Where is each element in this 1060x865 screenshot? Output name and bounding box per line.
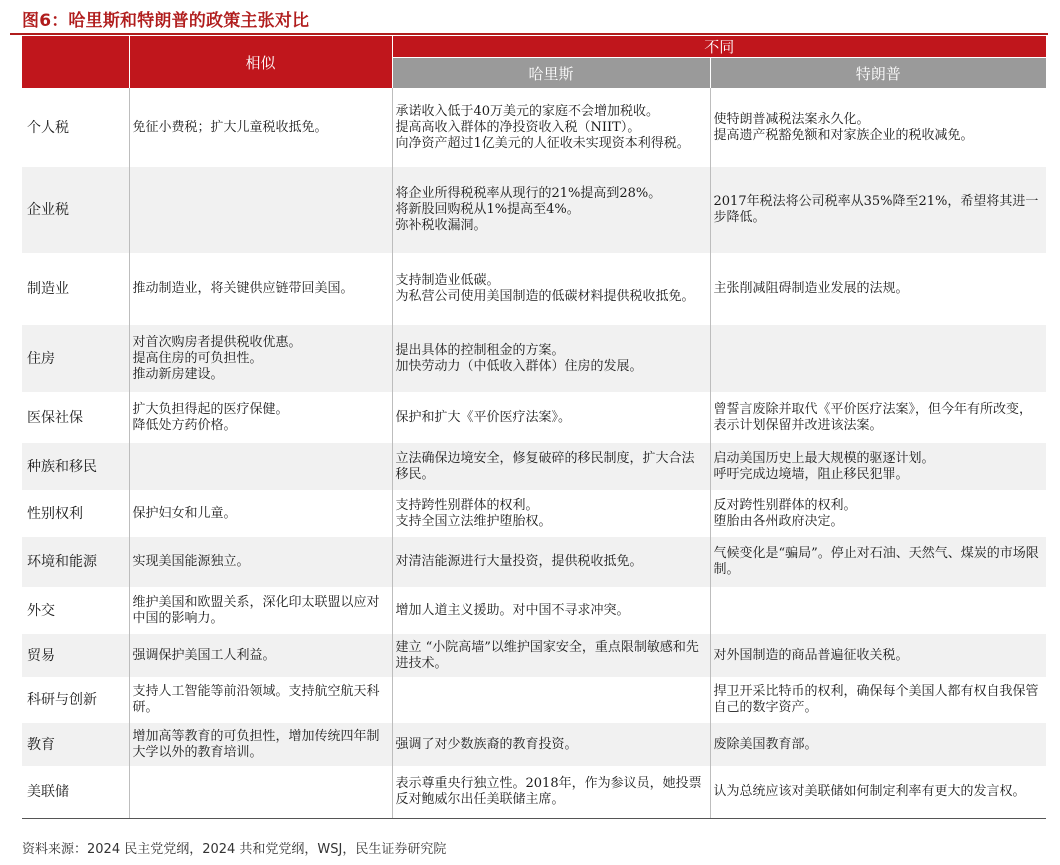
table-row <box>22 167 1046 253</box>
cell-text: 认为总统应该对美联储如何制定利率有更大的发言权。 <box>713 783 1026 799</box>
cell-text: 强调保护美国工人利益。 <box>132 647 276 663</box>
table-row <box>22 325 1046 392</box>
header-harris: 哈里斯 <box>392 58 710 89</box>
cell-text: 支持全国立法维护堕胎权。 <box>395 513 552 529</box>
cell-text: 免征小费税；扩大儿童税收抵免。 <box>132 119 328 135</box>
cell-text: 保护妇女和儿童。 <box>132 505 237 521</box>
category-cell: 科研与创新 <box>22 677 129 723</box>
category-cell: 性别权利 <box>22 490 129 537</box>
table-body <box>22 88 1046 818</box>
title-divider <box>10 33 1048 35</box>
cell-text: 呼吁完成边境墙，阻止移民犯罪。 <box>713 466 909 482</box>
similar-cell <box>129 723 392 766</box>
cell-text: 建立 “小院高墙”以维护国家安全，重点限制敏感和先进技术。 <box>395 639 699 671</box>
cell-text: 实现美国能源独立。 <box>132 554 250 569</box>
figure-title: 图6：哈里斯和特朗普的政策主张对比 <box>22 11 310 31</box>
trump-cell <box>710 634 1046 677</box>
table-row <box>22 490 1046 537</box>
harris-cell <box>392 766 710 818</box>
table-row <box>22 537 1046 587</box>
category-cell: 教育 <box>22 723 129 766</box>
cell-text: 使特朗普减税法案永久化。 <box>713 111 870 127</box>
cell-text: 启动美国历史上最大规模的驱逐计划。 <box>713 450 935 466</box>
cell-text: 2017年税法将公司税率从35%降至21%，希望将其进一步降低。 <box>713 194 1039 225</box>
cell-text: 表示尊重央行独立性。2018年，作为参议员，她投票反对鲍威尔出任美联储主席。 <box>395 775 702 807</box>
header-category <box>22 36 129 88</box>
policy-comparison-table <box>22 36 1046 819</box>
header-different: 不同 <box>392 36 1046 58</box>
similar-cell <box>129 587 392 634</box>
similar-cell <box>129 766 392 818</box>
cell-text: 气候变化是“骗局”。停止对石油、天然气、煤炭的市场限制。 <box>713 546 1039 577</box>
cell-text: 提高住房的可负担性。 <box>132 350 263 366</box>
similar-cell <box>129 490 392 537</box>
similar-cell <box>129 167 392 253</box>
cell-text: 向净资产超过1亿美元的人征收未实现资本利得税。 <box>395 135 690 151</box>
table-row <box>22 253 1046 325</box>
harris-cell <box>392 88 710 167</box>
cell-text: 降低处方药价格。 <box>132 417 237 433</box>
category-cell: 环境和能源 <box>22 537 129 587</box>
cell-text: 对清洁能源进行大量投资，提供税收抵免。 <box>395 554 643 569</box>
similar-cell <box>129 325 392 392</box>
cell-text: 对首次购房者提供税收优惠。 <box>132 334 302 350</box>
trump-cell <box>710 167 1046 253</box>
trump-cell <box>710 537 1046 587</box>
trump-cell <box>710 677 1046 723</box>
harris-cell <box>392 443 710 490</box>
table-row <box>22 634 1046 677</box>
category-cell: 种族和移民 <box>22 443 129 490</box>
trump-cell <box>710 490 1046 537</box>
harris-cell <box>392 490 710 537</box>
cell-text: 支持人工智能等前沿领域。支持航空航天科研。 <box>132 684 380 715</box>
similar-cell <box>129 677 392 723</box>
cell-text: 维护美国和欧盟关系，深化印太联盟以应对中国的影响力。 <box>132 594 380 626</box>
trump-cell <box>710 766 1046 818</box>
harris-cell <box>392 587 710 634</box>
harris-cell <box>392 537 710 587</box>
cell-text: 强调了对少数族裔的教育投资。 <box>395 736 578 752</box>
cell-text: 对外国制造的商品普遍征收关税。 <box>713 647 909 663</box>
category-cell: 企业税 <box>22 167 129 253</box>
similar-cell <box>129 634 392 677</box>
table-row <box>22 677 1046 723</box>
source-note: 资料来源：2024 民主党党纲，2024 共和党党纲，WSJ，民生证券研究院 <box>22 842 447 857</box>
table-row <box>22 443 1046 490</box>
cell-text: 提高遗产税豁免额和对家族企业的税收减免。 <box>713 127 974 143</box>
trump-cell <box>710 723 1046 766</box>
cell-text: 提出具体的控制租金的方案。 <box>395 342 565 358</box>
harris-cell <box>392 677 710 723</box>
category-cell: 医保社保 <box>22 392 129 443</box>
similar-cell <box>129 443 392 490</box>
harris-cell <box>392 325 710 392</box>
cell-text: 主张削减阻碍制造业发展的法规。 <box>713 281 909 296</box>
cell-text: 推动制造业，将关键供应链带回美国。 <box>132 281 354 296</box>
similar-cell <box>129 253 392 325</box>
similar-cell <box>129 392 392 443</box>
cell-text: 废除美国教育部。 <box>713 736 818 752</box>
cell-text: 弥补税收漏洞。 <box>395 218 487 233</box>
cell-text: 推动新房建设。 <box>132 366 224 382</box>
table-row <box>22 766 1046 818</box>
harris-cell <box>392 167 710 253</box>
similar-cell <box>129 537 392 587</box>
harris-cell <box>392 723 710 766</box>
cell-text: 堕胎由各州政府决定。 <box>713 513 844 529</box>
cell-text: 曾誓言废除并取代《平价医疗法案》，但今年有所改变，表示计划保留并改进该法案。 <box>713 401 1033 433</box>
harris-cell <box>392 253 710 325</box>
cell-text: 支持制造业低碳。 <box>395 273 500 288</box>
category-cell: 住房 <box>22 325 129 392</box>
cell-text: 保护和扩大《平价医疗法案》。 <box>395 409 572 425</box>
cell-text: 将企业所得税税率从现行的21%提高到28%。 <box>395 186 662 201</box>
similar-cell <box>129 88 392 167</box>
category-cell: 外交 <box>22 587 129 634</box>
trump-cell <box>710 443 1046 490</box>
trump-cell <box>710 88 1046 167</box>
trump-cell <box>710 587 1046 634</box>
trump-cell <box>710 253 1046 325</box>
cell-text: 立法确保边境安全，修复破碎的移民制度，扩大合法移民。 <box>395 450 695 482</box>
cell-text: 增加高等教育的可负担性，增加传统四年制大学以外的教育培训。 <box>132 728 380 760</box>
trump-cell <box>710 325 1046 392</box>
table-row <box>22 88 1046 167</box>
harris-cell <box>392 634 710 677</box>
cell-text: 将新股回购税从1%提高至4%。 <box>395 202 580 217</box>
header-similar: 相似 <box>129 36 392 88</box>
cell-text: 反对跨性别群体的权利。 <box>713 497 857 513</box>
table-row <box>22 723 1046 766</box>
cell-text: 加快劳动力（中低收入群体）住房的发展。 <box>395 358 643 374</box>
harris-cell <box>392 392 710 443</box>
table-row <box>22 392 1046 443</box>
trump-cell <box>710 392 1046 443</box>
cell-text: 捍卫开采比特币的权利，确保每个美国人都有权自我保管自己的数字资产。 <box>713 684 1039 715</box>
category-cell: 制造业 <box>22 253 129 325</box>
cell-text: 提高高收入群体的净投资收入税（NIIT）。 <box>395 119 641 135</box>
category-cell: 个人税 <box>22 88 129 167</box>
table-row <box>22 587 1046 634</box>
header-trump: 特朗普 <box>710 58 1046 89</box>
cell-text: 增加人道主义援助。对中国不寻求冲突。 <box>395 602 630 618</box>
category-cell: 贸易 <box>22 634 129 677</box>
cell-text: 扩大负担得起的医疗保健。 <box>132 401 289 417</box>
category-cell: 美联储 <box>22 766 129 818</box>
cell-text: 为私营公司使用美国制造的低碳材料提供税收抵免。 <box>395 289 695 304</box>
cell-text: 承诺收入低于40万美元的家庭不会增加税收。 <box>395 103 660 119</box>
cell-text: 支持跨性别群体的权利。 <box>395 497 539 513</box>
